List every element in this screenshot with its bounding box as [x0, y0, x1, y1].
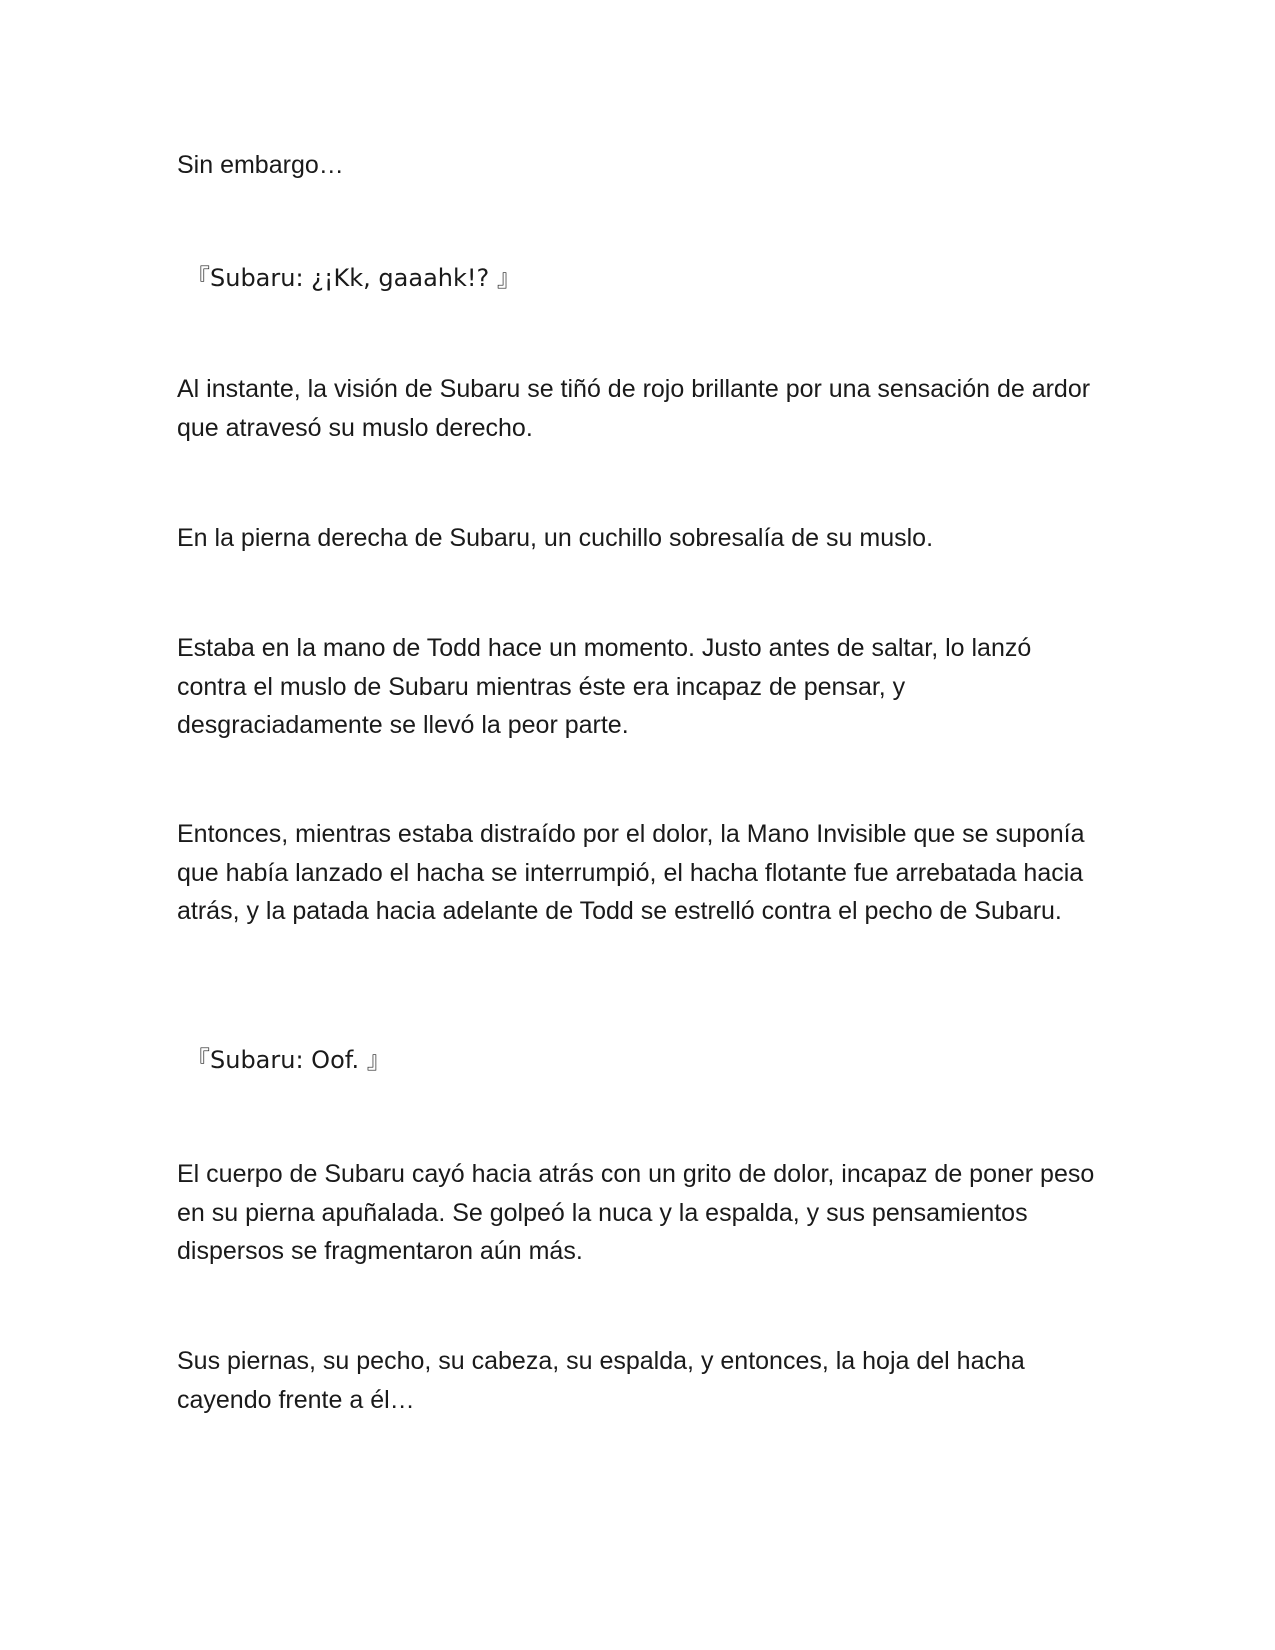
paragraph-narration: Sus piernas, su pecho, su cabeza, su espalda, y entonces, la hoja del hacha cayendo frente a él…: [177, 1347, 1025, 1414]
paragraph-narration: En la pierna derecha de Subaru, un cuchillo sobresalía de su muslo.: [177, 524, 934, 552]
paragraph-narration: El cuerpo de Subaru cayó hacia atrás con un grito de dolor, incapaz de poner peso en su pierna apuñalada. Se golpeó la nuca y la espalda, y sus pensamientos dispersos se fragmentaron aún más.: [177, 1160, 1095, 1265]
paragraph-dialogue: 『Subaru: Oof. 』: [186, 1046, 391, 1074]
paragraph-narration: Sin embargo…: [177, 151, 344, 179]
paragraph-narration: Entonces, mientras estaba distraído por el dolor, la Mano Invisible que se suponía que había lanzado el hacha se interrumpió, el hacha flotante fue arrebatada hacia atrás, y la patada hacia adelante de Todd se estrelló contra el pecho de Subaru.: [177, 820, 1085, 925]
paragraph-narration: Estaba en la mano de Todd hace un momento. Justo antes de saltar, lo lanzó contra el muslo de Subaru mientras éste era incapaz de pensar, y desgraciadamente se llevó la peor parte.: [177, 634, 1032, 739]
paragraph-narration: Al instante, la visión de Subaru se tiñó de rojo brillante por una sensación de ardor que atravesó su muslo derecho.: [177, 375, 1091, 442]
paragraph-dialogue: 『Subaru: ¿¡Kk, gaaahk!? 』: [186, 264, 521, 292]
